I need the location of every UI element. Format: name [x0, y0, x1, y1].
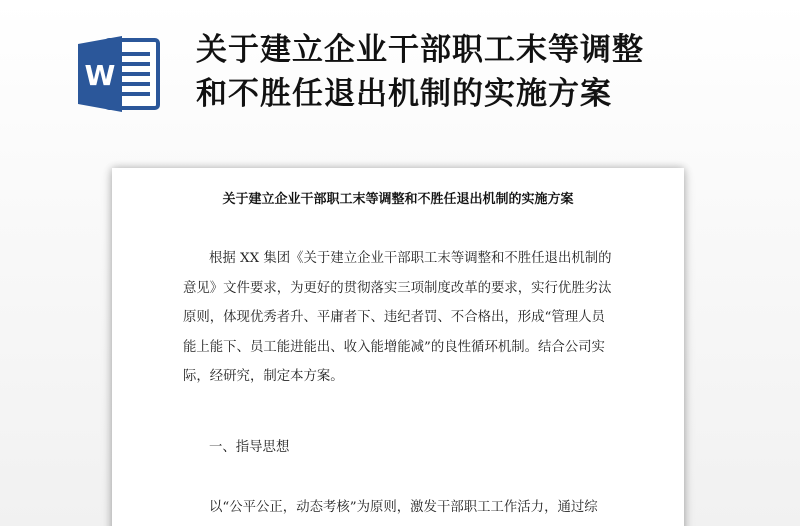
paragraph-line: 原则，体现优秀者升、平庸者下、违纪者罚、不合格出，形成“管理人员 — [183, 310, 605, 325]
paragraph-1 — [183, 244, 623, 392]
document-title: 关于建立企业干部职工末等调整和不胜任退出机制的实施方案 — [222, 192, 574, 207]
title-line-1: 关于建立企业干部职工末等调整 — [196, 32, 644, 68]
paragraph-line: 能上能下、员工能进能出、收入能增能减”的良性循环机制。结合公司实 — [183, 339, 605, 355]
document-page — [112, 168, 684, 526]
paragraph-line: 根据 XX 集团《关于建立企业干部职工末等调整和不胜任退出机制的 — [209, 251, 612, 266]
svg-text:W: W — [84, 59, 116, 92]
paragraph-2: 以“公平公正，动态考核”为原则，激发干部职工工作活力，通过综 — [209, 500, 598, 515]
paragraph-line: 意见》文件要求，为更好的贯彻落实三项制度改革的要求，实行优胜劣汰 — [183, 280, 612, 296]
section-heading: 一、指导思想 — [209, 440, 290, 455]
paragraph-line: 际，经研究，制定本方案。 — [183, 369, 344, 384]
word-icon — [76, 34, 164, 114]
page-title — [196, 28, 776, 116]
title-line-2: 和不胜任退出机制的实施方案 — [196, 76, 612, 112]
